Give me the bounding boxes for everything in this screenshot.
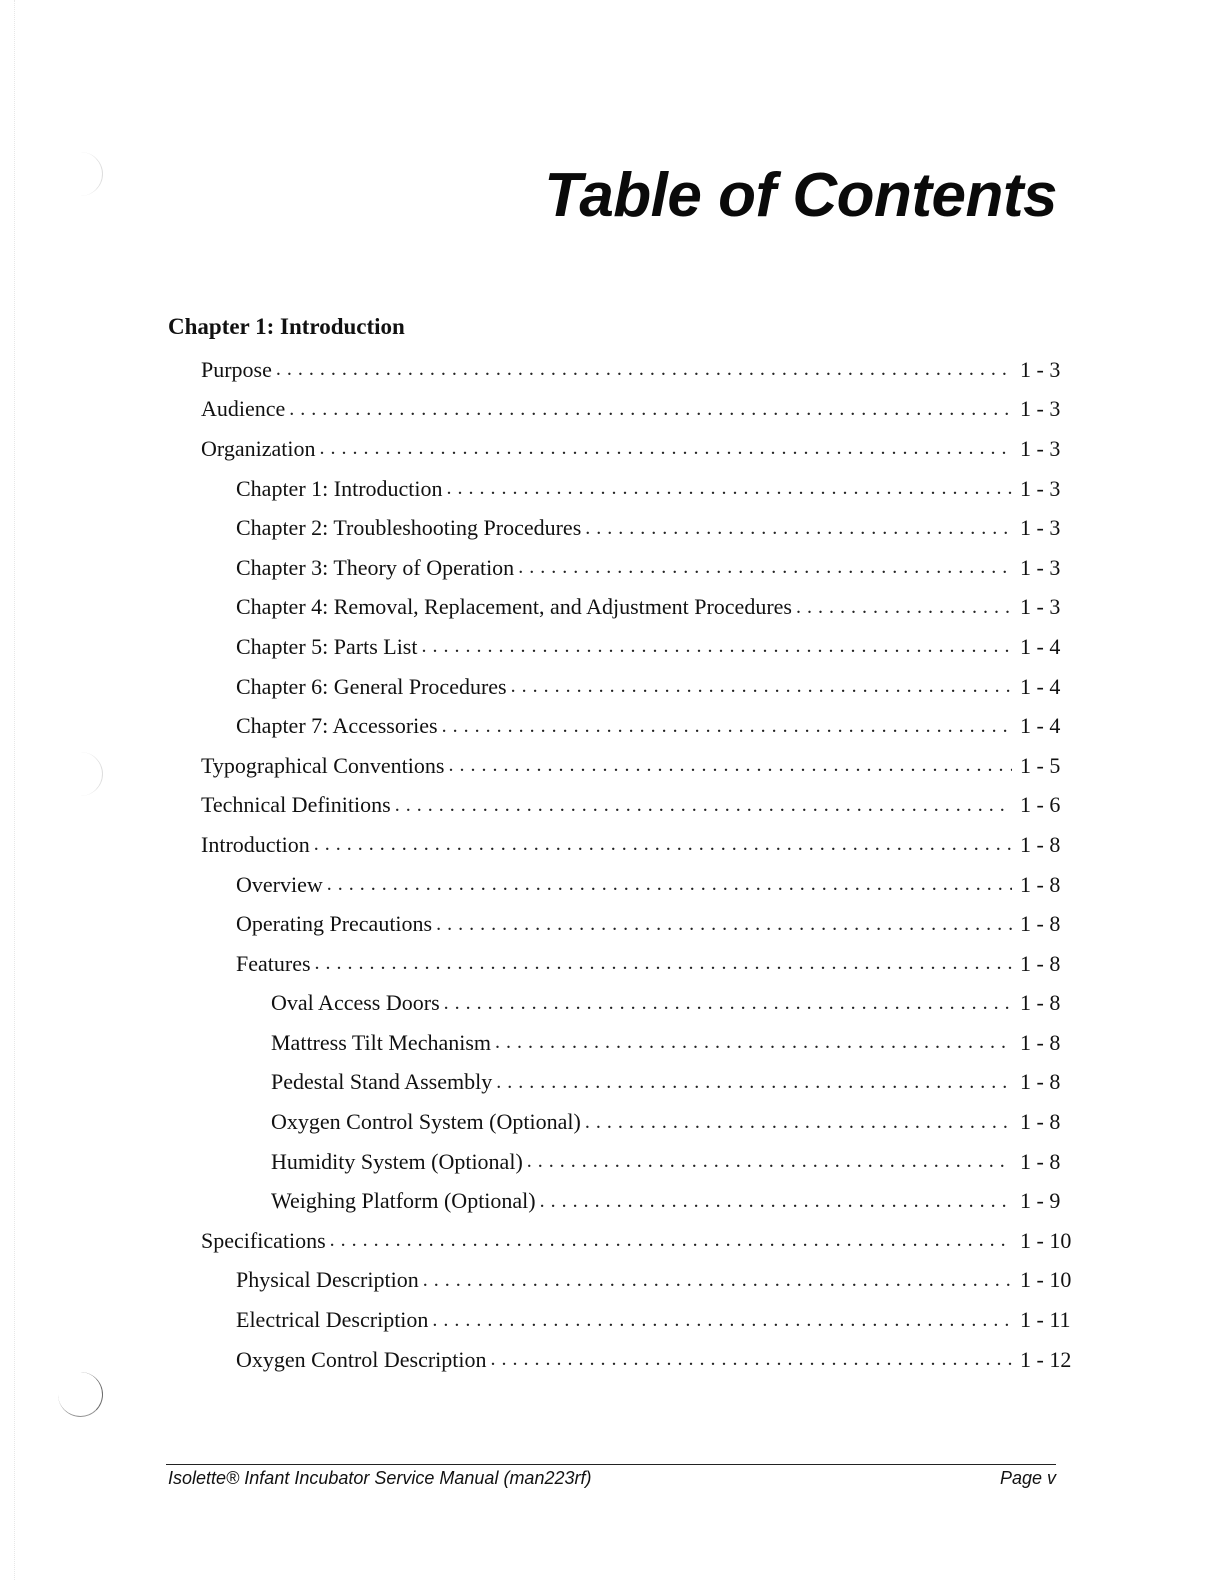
toc-entry-page-number: 1 - 3	[1020, 594, 1061, 620]
toc-entry-title: Humidity System (Optional)	[271, 1149, 527, 1175]
toc-entry-title: Features	[236, 951, 315, 977]
toc-dot-leader	[527, 1150, 1012, 1173]
toc-entry[interactable]	[0, 1340, 1222, 1380]
toc-dot-leader	[585, 1111, 1012, 1134]
toc-entry-page-number: 1 - 4	[1020, 673, 1061, 699]
toc-entry-title: Oxygen Control System (Optional)	[271, 1109, 585, 1135]
toc-entry-page	[1020, 396, 1222, 422]
toc-entry[interactable]	[0, 548, 1222, 588]
toc-entry-page-number: 1 - 11	[1020, 1307, 1071, 1333]
toc-entry[interactable]	[0, 1063, 1222, 1103]
toc-entry-page	[1020, 1188, 1222, 1214]
toc-entry-page-number: 1 - 10	[1020, 1227, 1072, 1253]
toc-entry-page	[1020, 357, 1222, 383]
toc-dot-leader	[436, 913, 1012, 936]
toc-entry[interactable]	[0, 746, 1222, 786]
toc-entry-title: Mattress Tilt Mechanism	[271, 1030, 495, 1056]
toc-dot-leader	[796, 596, 1012, 619]
toc-entry-title: Overview	[236, 872, 327, 898]
toc-entry-title: Chapter 4: Removal, Replacement, and Adjustment Procedures	[236, 594, 796, 620]
toc-entry-page	[1020, 476, 1222, 502]
toc-entry-page-number: 1 - 12	[1020, 1346, 1072, 1372]
toc-dot-leader	[442, 715, 1012, 738]
toc-dot-leader	[314, 833, 1012, 856]
footer-manual-title: Isolette® Infant Incubator Service Manual (man223rf)	[168, 1468, 592, 1488]
toc-entry[interactable]	[0, 1102, 1222, 1142]
toc-entry[interactable]	[0, 1261, 1222, 1301]
toc-entry[interactable]	[0, 390, 1222, 430]
toc-entry-page	[1020, 674, 1222, 700]
toc-entry-page	[1020, 753, 1222, 779]
toc-entry-title: Chapter 3: Theory of Operation	[236, 555, 518, 581]
toc-entry-page	[1020, 792, 1222, 818]
toc-entry-title: Electrical Description	[236, 1307, 432, 1333]
toc-entry[interactable]	[0, 627, 1222, 667]
toc-entry-page-number: 1 - 3	[1020, 475, 1061, 501]
toc-dot-leader	[423, 1269, 1012, 1292]
toc-entry-page	[1020, 1069, 1222, 1095]
toc-entry[interactable]	[0, 1181, 1222, 1221]
toc-entry-page-number: 1 - 10	[1020, 1267, 1072, 1293]
toc-entry-page	[1020, 832, 1222, 858]
toc-entry-page-number: 1 - 3	[1020, 396, 1061, 422]
toc-entry-page-number: 1 - 3	[1020, 554, 1061, 580]
toc-dot-leader	[289, 398, 1012, 421]
toc-dot-leader	[319, 437, 1012, 460]
toc-entry-title: Typographical Conventions	[201, 753, 448, 779]
toc-entry[interactable]	[0, 904, 1222, 944]
toc-dot-leader	[495, 1031, 1012, 1054]
toc-dot-leader	[432, 1309, 1012, 1332]
toc-dot-leader	[315, 952, 1012, 975]
toc-dot-leader	[444, 992, 1012, 1015]
toc-dot-leader	[448, 754, 1012, 777]
toc-dot-leader	[585, 517, 1012, 540]
toc-entry-page	[1020, 990, 1222, 1016]
chapter-heading: Chapter 1: Introduction	[168, 314, 405, 339]
toc-entry[interactable]	[0, 1023, 1222, 1063]
toc-entry[interactable]	[0, 1221, 1222, 1261]
toc-entry-title: Pedestal Stand Assembly	[271, 1069, 496, 1095]
toc-entry-page-number: 1 - 8	[1020, 871, 1061, 897]
toc-list	[0, 350, 1222, 1379]
toc-entry-title: Chapter 1: Introduction	[236, 476, 447, 502]
footer-rule	[166, 1464, 1056, 1465]
toc-entry-page	[1020, 1347, 1222, 1373]
toc-entry-page	[1020, 1109, 1222, 1135]
toc-entry-title: Purpose	[201, 357, 276, 383]
toc-entry[interactable]	[0, 706, 1222, 746]
toc-entry-page-number: 1 - 8	[1020, 1148, 1061, 1174]
toc-entry-title: Introduction	[201, 832, 314, 858]
toc-entry[interactable]	[0, 944, 1222, 984]
toc-entry-page	[1020, 713, 1222, 739]
toc-entry-page-number: 1 - 4	[1020, 633, 1061, 659]
toc-dot-leader	[511, 675, 1012, 698]
toc-entry-page	[1020, 1267, 1222, 1293]
toc-entry-page	[1020, 555, 1222, 581]
toc-dot-leader	[395, 794, 1012, 817]
toc-entry-page	[1020, 1030, 1222, 1056]
toc-entry[interactable]	[0, 865, 1222, 905]
toc-entry-page	[1020, 1307, 1222, 1333]
toc-entry-page-number: 1 - 8	[1020, 831, 1061, 857]
toc-entry[interactable]	[0, 825, 1222, 865]
toc-entry-title: Oval Access Doors	[271, 990, 444, 1016]
toc-dot-leader	[421, 635, 1012, 658]
toc-dot-leader	[447, 477, 1012, 500]
toc-entry-page	[1020, 951, 1222, 977]
toc-entry[interactable]	[0, 786, 1222, 826]
toc-entry-page-number: 1 - 8	[1020, 1109, 1061, 1135]
toc-entry[interactable]	[0, 508, 1222, 548]
toc-entry-title: Specifications	[201, 1228, 330, 1254]
toc-entry-title: Audience	[201, 396, 289, 422]
toc-dot-leader	[327, 873, 1012, 896]
toc-entry[interactable]	[0, 588, 1222, 628]
toc-entry-page	[1020, 436, 1222, 462]
toc-entry-page	[1020, 872, 1222, 898]
toc-entry[interactable]	[0, 984, 1222, 1024]
toc-entry-page	[1020, 594, 1222, 620]
toc-dot-leader	[518, 556, 1012, 579]
toc-entry-title: Technical Definitions	[201, 792, 395, 818]
toc-dot-leader	[330, 1229, 1012, 1252]
toc-entry-page	[1020, 1228, 1222, 1254]
toc-dot-leader	[276, 358, 1012, 381]
toc-dot-leader	[540, 1190, 1012, 1213]
toc-entry-page-number: 1 - 8	[1020, 990, 1061, 1016]
toc-entry-title: Physical Description	[236, 1267, 423, 1293]
toc-entry-page	[1020, 911, 1222, 937]
binder-hole-top	[58, 152, 103, 196]
toc-entry-title: Chapter 2: Troubleshooting Procedures	[236, 515, 585, 541]
toc-entry-title: Organization	[201, 436, 319, 462]
footer-page-label: Page v	[999, 1468, 1056, 1488]
toc-entry-page-number: 1 - 8	[1020, 1069, 1061, 1095]
toc-entry-title: Chapter 5: Parts List	[236, 634, 421, 660]
page-title: Table of Contents	[544, 161, 1057, 230]
toc-entry[interactable]	[0, 469, 1222, 509]
toc-entry-page	[1020, 515, 1222, 541]
toc-entry-title: Chapter 7: Accessories	[236, 713, 442, 739]
toc-entry-page-number: 1 - 8	[1020, 950, 1061, 976]
toc-entry-page-number: 1 - 6	[1020, 792, 1061, 818]
toc-entry-page-number: 1 - 3	[1020, 356, 1061, 382]
toc-dot-leader	[491, 1348, 1012, 1371]
toc-entry-page-number: 1 - 8	[1020, 1029, 1061, 1055]
toc-entry-page-number: 1 - 3	[1020, 435, 1061, 461]
toc-entry-title: Oxygen Control Description	[236, 1347, 491, 1373]
toc-entry-page	[1020, 634, 1222, 660]
toc-entry-page-number: 1 - 8	[1020, 911, 1061, 937]
toc-entry-page-number: 1 - 4	[1020, 713, 1061, 739]
toc-entry-title: Chapter 6: General Procedures	[236, 674, 511, 700]
toc-entry-page	[1020, 1149, 1222, 1175]
toc-entry-page-number: 1 - 9	[1020, 1188, 1061, 1214]
toc-entry[interactable]	[0, 350, 1222, 390]
toc-entry-title: Operating Precautions	[236, 911, 436, 937]
toc-entry[interactable]	[0, 429, 1222, 469]
toc-dot-leader	[496, 1071, 1012, 1094]
toc-entry[interactable]	[0, 1142, 1222, 1182]
toc-entry[interactable]	[0, 667, 1222, 707]
toc-entry[interactable]	[0, 1300, 1222, 1340]
toc-entry-page-number: 1 - 3	[1020, 515, 1061, 541]
toc-entry-title: Weighing Platform (Optional)	[271, 1188, 540, 1214]
toc-entry-page-number: 1 - 5	[1020, 752, 1061, 778]
